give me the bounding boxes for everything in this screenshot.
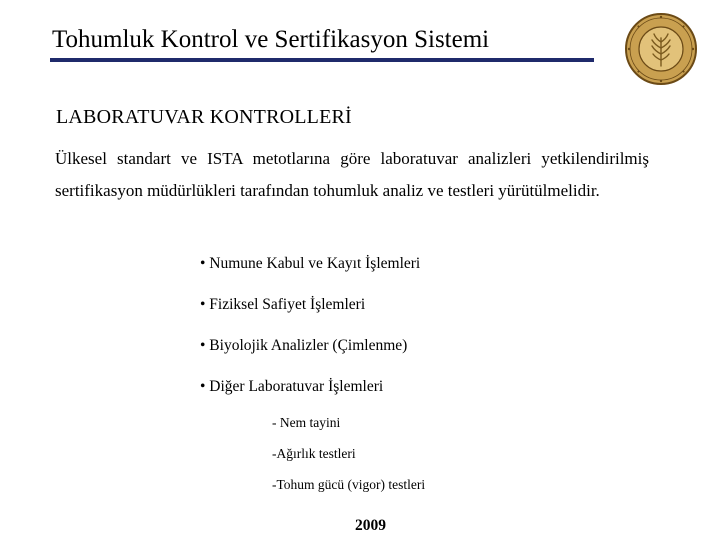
page-title: Tohumluk Kontrol ve Sertifikasyon Sistemi <box>52 26 490 53</box>
list-item: • Biyolojik Analizler (Çimlenme) <box>200 337 408 354</box>
list-item: -Ağırlık testleri <box>272 446 356 461</box>
other-lab-procedures-sublist <box>272 414 425 507</box>
list-item: • Numune Kabul ve Kayıt İşlemleri <box>200 255 421 272</box>
list-item: • Fiziksel Safiyet İşlemleri <box>200 296 366 313</box>
list-item: -Tohum gücü (vigor) testleri <box>272 477 426 492</box>
seal-icon <box>624 12 698 86</box>
footer-year: 2009 <box>355 517 386 534</box>
intro-paragraph: Ülkesel standart ve ISTA metotlarına göre laboratuvar analizleri yetkilendirilmiş sertifikasyon müdürlükleri tarafından tohumluk analiz ve testleri yürütülmelidir. <box>55 149 649 200</box>
lab-procedures-list <box>200 254 420 418</box>
list-item: - Nem tayini <box>272 415 341 430</box>
section-heading: LABORATUVAR KONTROLLERİ <box>56 106 352 128</box>
title-underline <box>50 58 594 62</box>
list-item: • Diğer Laboratuvar İşlemleri <box>200 378 384 395</box>
